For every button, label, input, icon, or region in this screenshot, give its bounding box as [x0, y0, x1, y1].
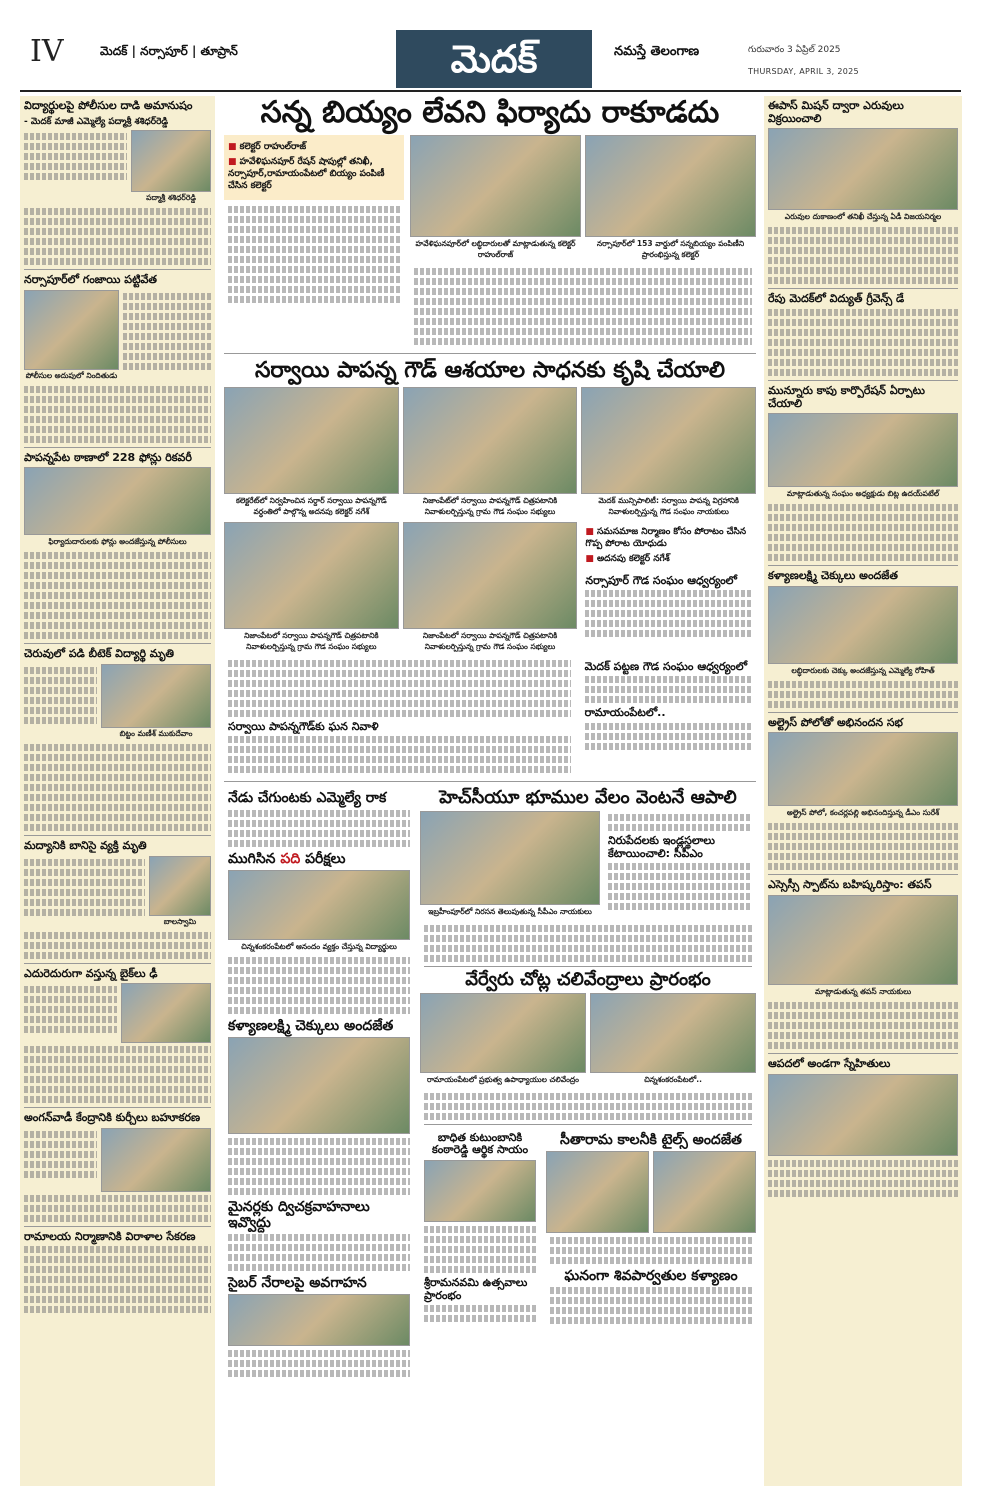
sarvai-body-4 — [585, 676, 752, 703]
left-body-2 — [123, 290, 211, 383]
left-body-7 — [24, 1128, 97, 1192]
right-headline-6: ఎస్సెస్సీ స్పాట్‌ను బహిష్కరిస్తాం: తపస్ — [768, 878, 932, 892]
right-body-4 — [768, 681, 958, 708]
left-caption-3: ఫిర్యాదుదారులకు ఫోన్లు అందజేస్తున్న పోలీసులు — [48, 537, 187, 547]
section-names: మెదక్ | నర్సాపూర్ | తూప్రాన్ — [100, 44, 238, 58]
right-photo-3 — [768, 413, 958, 487]
divider — [24, 447, 211, 448]
main-photo-2 — [585, 135, 756, 237]
cyber-photo — [228, 1294, 410, 1346]
right-caption-3: మాట్లాడుతున్న సంఘం అధ్యక్షుడు బిట్ల ఉదయ్‌పటేల్ — [786, 489, 940, 499]
mla-body — [228, 810, 410, 847]
left-caption-2: పోలీసుల అదుపులో నిందితుడు — [25, 370, 118, 380]
sarvai-body-3 — [228, 736, 571, 773]
right-headline-7: ఆపదలో అండగా స్నేహితులు — [768, 1057, 891, 1071]
sarvai-photo-4 — [224, 522, 399, 629]
right-body-6 — [768, 1002, 958, 1049]
sarvai-subhead-3: సర్వాయి పాపన్నగౌడ్‌కు ఘన నివాళి — [228, 719, 379, 733]
sarvai-headline: సర్వాయి పాపన్న గౌడ్ ఆశయాల సాధనకు కృషి చేయాలి — [254, 357, 726, 383]
sarvai-subhead-4: రామాయంపేటలో.. — [584, 706, 666, 720]
middle-column — [224, 96, 756, 1486]
divider — [768, 712, 958, 713]
tiles-photo-2 — [653, 1151, 756, 1233]
main-caption-1: హవేళిఘనపూర్‌లో లబ్ధిదారులతో మాట్లాడుతున్న కలెక్టర్ రాహుల్‌రాజ్ — [415, 238, 576, 259]
left-body-6b — [24, 1046, 211, 1103]
divider — [424, 966, 752, 967]
main-body-1 — [228, 206, 400, 303]
left-headline-2: నర్సాపూర్‌లో గంజాయి పట్టివేత — [24, 272, 157, 286]
exams-caption: చిన్నశంకరంపేటలో ఆనందం వ్యక్తం చేస్తున్న విద్యార్థులు — [241, 941, 397, 951]
divider — [424, 1124, 752, 1125]
left-body-8 — [24, 1246, 211, 1313]
left-headline-7: అంగన్‌వాడీ కేంద్రానికి కుర్చీలు బహూకరణ — [24, 1111, 201, 1125]
right-body-2 — [768, 309, 958, 376]
left-body-1 — [24, 130, 127, 205]
left-photo-7 — [101, 1128, 211, 1192]
sarvai-photo-5 — [403, 522, 578, 629]
right-photo-6 — [768, 895, 958, 985]
divider — [24, 1226, 211, 1227]
sarvai-caption-2: నిజాంపేట్‌లో సర్వాయి పాపన్నగౌడ్ చిత్రపటానికి నివాళులర్పిస్తున్న గ్రామ గౌడ సంఘం సభ్యులు — [422, 495, 558, 516]
chalivendram-photo-2 — [590, 993, 756, 1073]
minors-body — [228, 1234, 410, 1271]
exams-headline — [228, 851, 410, 867]
main-bullet-2: ■ హవేళిఘనపూర్ రేషన్ షాపుల్లో తనిఖీ, నర్సాపూర్,రామాయంపేటలో బియ్యం పంపిణీ చేసిన కలెక్టర్ — [228, 157, 400, 193]
left-body-7b — [24, 1195, 211, 1222]
right-headline-5: అల్ట్రెస్ పోలోతో అభినందన సభ — [768, 715, 903, 729]
left-photo-3 — [24, 467, 211, 535]
sriramanavami-headline: శ్రీరామనవమి ఉత్సవాలు ప్రారంభం — [424, 1276, 528, 1302]
tiles-photo-1 — [546, 1151, 649, 1233]
sarvai-caption-1: కలెక్టరేట్‌లో నిర్వహించిన సర్దార్ సర్వాయి పాపన్నగౌడ్ వర్ధంతిలో పాల్గొన్న అదనపు కలెక్టర్ నగేశ్ — [235, 495, 387, 516]
left-column — [20, 96, 215, 1486]
main-bullets — [224, 135, 404, 200]
divider — [768, 288, 958, 289]
divider — [24, 269, 211, 270]
left-headline-3: పాపన్నపేట ఠాణాలో 228 ఫోన్లు రికవరీ — [24, 450, 192, 464]
edition-banner: మెదక్ — [396, 30, 592, 88]
left-photo-5 — [149, 856, 211, 916]
chalivendram-caption-2: చిన్నశంకరంపేటలో.. — [644, 1074, 702, 1084]
right-caption-5: అల్ట్రెస్ పోలో, కంచర్లపల్లి అభినందిస్తున్న డీఎం సురేశ్ — [786, 808, 940, 818]
right-body-3 — [768, 504, 958, 561]
masthead-rule — [20, 90, 961, 92]
sarvai-subhead-2: మెదక్ పట్టణ గౌడ సంఘం ఆధ్వర్యంలో — [584, 659, 748, 673]
right-headline-4: కళ్యాణలక్ష్మి చెక్కులు అందజేత — [768, 569, 898, 583]
left-headline-4: చెరువులో పడి బీటెక్ విద్యార్థి మృతి — [24, 647, 175, 661]
left-photo-6 — [121, 983, 211, 1043]
sarvai-subhead-1: నర్సాపూర్ గౌడ సంఘం ఆధ్వర్యంలో — [585, 573, 737, 587]
right-body-5 — [768, 823, 958, 870]
left-caption-4: బిట్టం మణీశ్ ముకుదేవాం — [119, 728, 193, 738]
main-headline: సన్న బియ్యం లేవని ఫిర్యాదు రాకూడదు — [260, 96, 720, 130]
hcu-caption: ఇబ్రహీంపూర్‌లో నిరసన తెలుపుతున్న సీపీఎం నాయకులు — [428, 907, 592, 917]
divider — [224, 781, 756, 782]
divider — [768, 380, 958, 381]
left-headline-5: మద్యానికి బానిసై వ్యక్తి మృతి — [24, 838, 147, 852]
main-caption-2: నర్సాపూర్‌లో 153 వార్డులో సన్నబియ్యం పంపిణీని ప్రారంభిస్తున్న కలెక్టర్ — [596, 238, 745, 259]
tiles-body — [550, 1237, 752, 1264]
left-headline-8: రామాలయ నిర్మాణానికి విరాళాల సేకరణ — [24, 1229, 196, 1243]
left-headline-6: ఎదురెదురుగా వస్తున్న బైక్‌లు ఢీ — [24, 966, 158, 980]
cyber-headline: సైబర్ నేరాలపై అవగాహన — [228, 1274, 367, 1291]
left-caption-1: పద్మాశ్రీ శశిధర్‌రెడ్డి — [146, 192, 196, 202]
kalyana-headline: కళ్యాణలక్ష్మి చెక్కులు అందజేత — [228, 1017, 394, 1034]
sarvai-photo-2 — [403, 387, 578, 494]
left-caption-5: బాలస్వామి — [163, 916, 197, 926]
chalivendram-body — [424, 1093, 752, 1120]
right-headline-1: ఈపాస్ మిషన్ ద్వారా ఎరువులు విక్రయించాలి — [768, 99, 904, 125]
hcu-body-2 — [608, 863, 752, 910]
left-body-5 — [24, 856, 145, 929]
exams-body — [228, 957, 410, 1014]
right-caption-6: మాట్లాడుతున్న తపస్ నాయకులు — [814, 987, 912, 997]
hcu-photo — [420, 811, 600, 905]
right-caption-4: లబ్ధిదారులకు చెక్కు అందజేస్తున్న ఎమ్మెల్యే రోహిత్ — [791, 665, 935, 675]
left-body-2b — [24, 386, 211, 443]
exams-headline-part-2: పది — [280, 850, 301, 867]
left-photo-1 — [131, 130, 211, 192]
sarvai-bullets — [581, 522, 756, 571]
right-caption-1: ఎరువుల దుకాణంలో తనిఖీ చేస్తున్న ఏడీ విజయనిర్మల — [784, 212, 942, 222]
right-photo-5 — [768, 732, 958, 806]
hcu-body-1 — [608, 814, 752, 831]
main-bullet-1: ■ కలెక్టర్ రాహుల్‌రాజ్ — [228, 142, 400, 154]
left-body-6 — [24, 983, 117, 1043]
sriramanavami-body — [424, 1305, 536, 1322]
left-subhead-1: - మెదక్ మాజీ ఎమ్మెల్యే పద్మాశ్రీ శశిధర్‌రెడ్డి — [24, 116, 169, 127]
victim-photo — [424, 1160, 536, 1222]
left-body-3 — [24, 552, 211, 639]
kalyanam-headline: ఘనంగా శివపార్వతుల కళ్యాణం — [564, 1267, 738, 1284]
chalivendram-caption-1: రామాయంపేటలో ప్రభుత్వ ఉపాధ్యాయుల చలివేంద్రం — [427, 1074, 579, 1084]
date-english: THURSDAY, APRIL 3, 2025 — [748, 67, 859, 76]
divider — [768, 565, 958, 566]
sarvai-photo-3 — [581, 387, 756, 494]
right-headline-2: రేపు మెదక్‌లో విద్యుత్ గ్రీవెన్స్ డే — [768, 292, 905, 306]
divider — [24, 835, 211, 836]
sarvai-photo-1 — [224, 387, 399, 494]
right-photo-4 — [768, 586, 958, 664]
hcu-headline: హెచ్‌సీయూ భూముల వేలం వెంటనే ఆపాలి — [439, 787, 737, 809]
kalyana-photo — [228, 1037, 410, 1134]
right-headline-3: మున్నూరు కాపు కార్పొరేషన్ ఏర్పాటు చేయాలి — [768, 383, 925, 410]
right-photo-1 — [768, 128, 958, 210]
left-photo-2 — [24, 290, 119, 370]
sarvai-caption-3: మెదక్ మున్సిపాలిటీ: సర్వాయి పాపన్న విగ్రహానికి నివాళులర్పిస్తున్న గౌడ సంఘం నాయకులు — [598, 495, 739, 516]
left-body-4 — [24, 664, 97, 741]
divider — [768, 874, 958, 875]
sarvai-caption-4: నిజాంపేటలో సర్వాయి పాపన్నగౌడ్ చిత్రపటానికి నివాళులర్పిస్తున్న గ్రామ గౌడ సంఘం సభ్యులు — [244, 630, 379, 651]
newspaper-name: నమస్తే తెలంగాణ — [614, 44, 700, 59]
main-photo-1 — [410, 135, 581, 237]
right-body-1 — [768, 227, 958, 284]
right-column — [764, 96, 962, 1486]
divider — [768, 1053, 958, 1054]
chalivendram-headline: వేర్వేరు చోట్ల చలివేంద్రాలు ప్రారంభం — [465, 969, 711, 991]
date-telugu: గురువారం 3 ఏప్రిల్ 2025 — [748, 45, 841, 55]
kalyana-body — [228, 1138, 410, 1195]
minors-headline: మైనర్లకు ద్విచక్రవాహనాలు ఇవ్వొద్దు — [228, 1198, 370, 1231]
left-body-4b — [24, 744, 211, 831]
left-body-1b — [24, 208, 211, 265]
sarvai-bullet-1: ■ సమసమాజ నిర్మాణం కోసం పోరాటం చేసిన గొప్ప పోరాట యోధుడు — [585, 527, 752, 551]
victim-headline: బాధిత కుటుంబానికి కంఠారెడ్డి ఆర్థిక సాయం — [431, 1130, 529, 1157]
right-photo-7 — [768, 1074, 958, 1156]
left-photo-4 — [101, 664, 211, 728]
left-headline-1: విద్యార్థులపై పోలీసుల దాడి అమానుషం — [24, 99, 193, 112]
cyber-body — [228, 1350, 410, 1377]
exams-photo — [228, 870, 410, 940]
sarvai-body-1 — [585, 590, 752, 637]
divider — [224, 353, 756, 354]
victim-body — [424, 1226, 536, 1273]
sarvai-body-5 — [585, 723, 752, 750]
left-body-5b — [24, 932, 211, 959]
hcu-body-3 — [424, 925, 752, 962]
right-body-7 — [768, 1160, 958, 1197]
exams-headline-part-3: పరీక్షలు — [300, 850, 346, 867]
sarvai-bullet-2: ■ అదనపు కలెక్టర్ నగేశ్ — [585, 554, 752, 566]
divider — [24, 963, 211, 964]
main-body-2 — [414, 268, 752, 345]
sarvai-caption-5: నిజాంపేటలో సర్వాయి పాపన్నగౌడ్ చిత్రపటానికి నివాళులర్పిస్తున్న గ్రామ గౌడ సంఘం సభ్యులు — [422, 630, 558, 651]
masthead — [0, 0, 981, 92]
exams-headline-part-1: ముగిసిన — [228, 850, 281, 867]
page-number: IV — [30, 34, 64, 69]
tiles-headline: సీతారామ కాలనీకి టైల్స్ అందజేత — [560, 1131, 742, 1148]
chalivendram-photo-1 — [420, 993, 586, 1073]
sarvai-body-2 — [228, 660, 571, 717]
kalyanam-body — [550, 1287, 752, 1324]
divider — [24, 1107, 211, 1108]
hcu-subhead: నిరుపేదలకు ఇండ్లస్థలాలు కేటాయించాలి: సీపీఎం — [608, 834, 715, 860]
divider — [24, 643, 211, 644]
mla-headline: నేడు చేగుంటకు ఎమ్మెల్యే రాక — [228, 790, 387, 807]
